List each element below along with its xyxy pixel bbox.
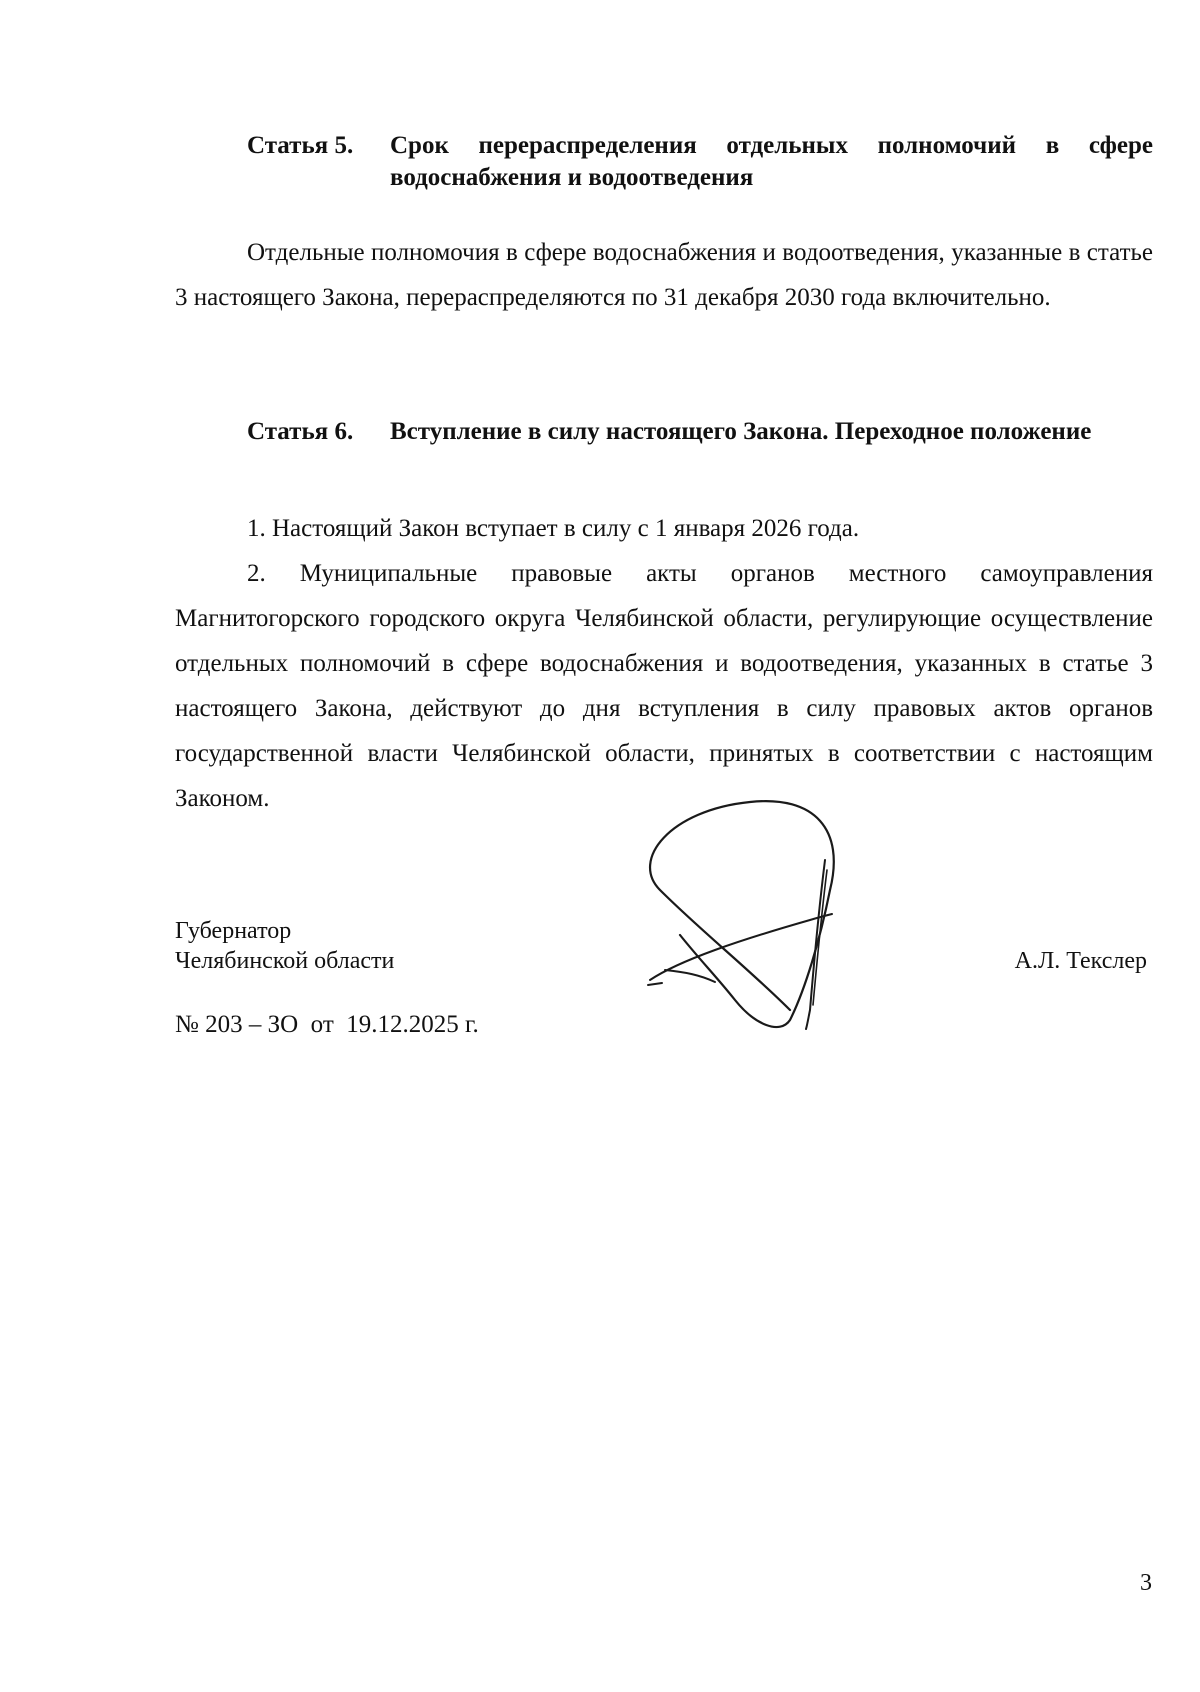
signatory-position-line-1: Губернатор bbox=[175, 918, 292, 944]
article-6-paragraph-1: 1. Настоящий Закон вступает в силу с 1 января 2026 года. bbox=[247, 515, 860, 542]
article-5-heading bbox=[247, 130, 1153, 194]
article-6-heading bbox=[247, 416, 1153, 448]
article-6-title: Вступление в силу настоящего Закона. Переходное положение bbox=[390, 418, 1092, 445]
article-5-paragraph: Отдельные полномочия в сфере водоснабжения и водоотведения, указанные в статье 3 настоящего Закона, перераспределяются по 31 декабря 2030 года включительно. bbox=[175, 239, 1153, 311]
article-5-number: Статья 5. bbox=[247, 132, 354, 159]
page-number: 3 bbox=[1140, 1570, 1152, 1596]
signatory-position bbox=[175, 916, 394, 976]
article-5-title: Срок перераспределения отдельных полномочий в сфере водоснабжения и водоотведения bbox=[390, 132, 1153, 191]
signatory-position-line-2: Челябинской области bbox=[175, 948, 395, 974]
article-6-paragraph-2: 2. Муниципальные правовые акты органов местного самоуправления Магнитогорского городского округа Челябинской области, регулирующие осуществление отдельных полномочий в сфере водоснабжения и водоотведения, указанных в статье 3 настоящего Закона, действуют до дня вступления в силу правовых актов органов государственной власти Челябинской области, принятых в соответствии с настоящим Законом. bbox=[175, 560, 1153, 812]
handwritten-signature bbox=[640, 800, 860, 1030]
signatory-name: А.Л. Текслер bbox=[1014, 948, 1147, 974]
law-number-date: № 203 – ЗО от 19.12.2025 г. bbox=[175, 1011, 479, 1038]
article-6-number: Статья 6. bbox=[247, 418, 354, 445]
